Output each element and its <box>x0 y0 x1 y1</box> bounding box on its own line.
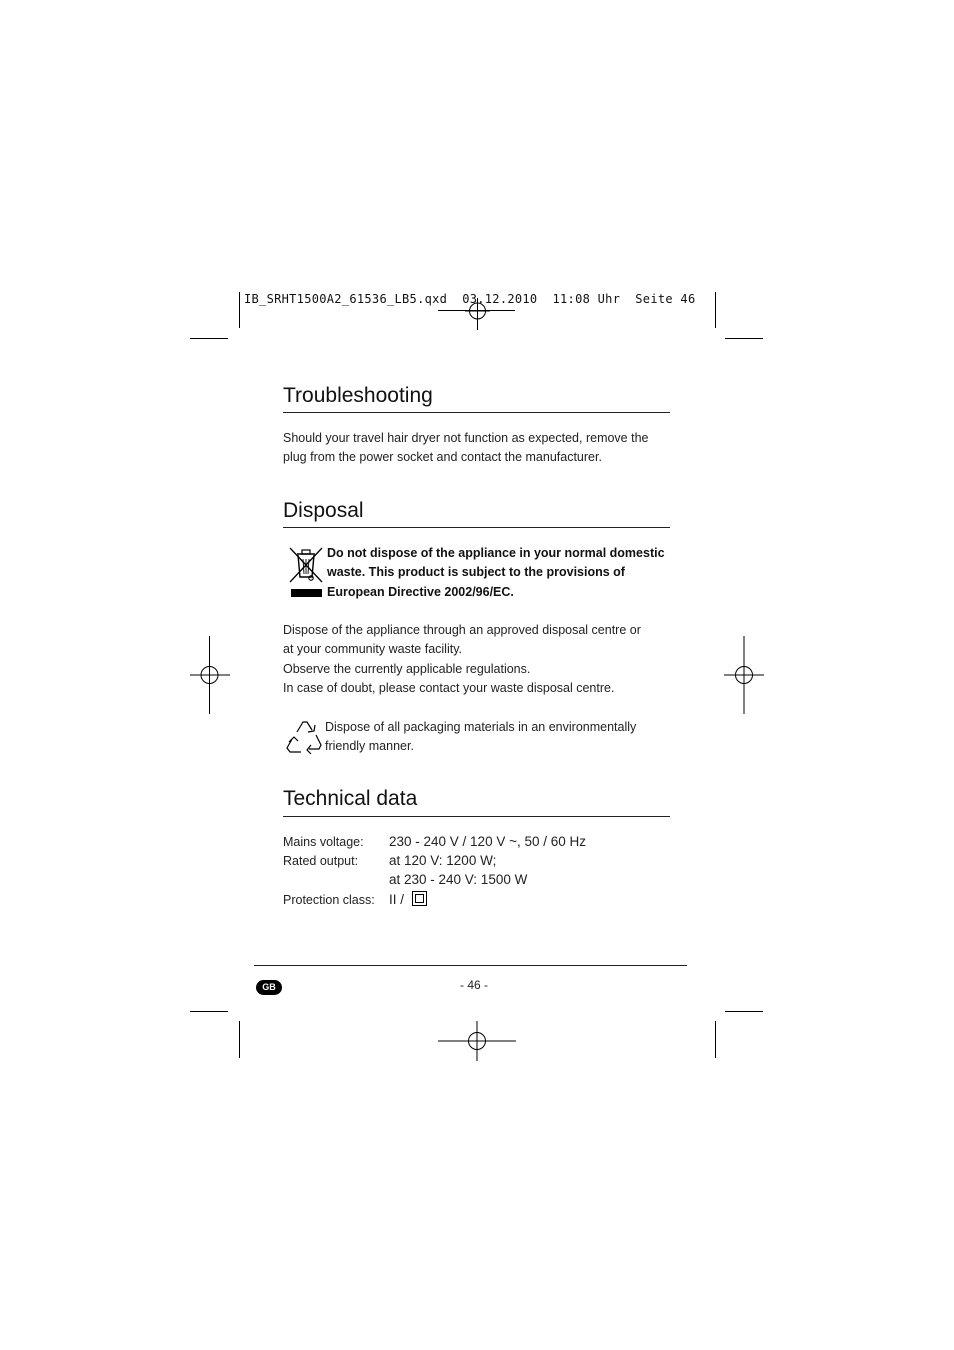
text-line: In case of doubt, please contact your waste disposal centre. <box>283 680 615 695</box>
text-line: Observe the currently applicable regulations. <box>283 661 531 676</box>
spec-value: II / <box>389 892 405 907</box>
registration-mark-right-icon <box>724 636 764 714</box>
footer-rule <box>254 965 687 966</box>
page-number: - 46 - <box>460 978 489 992</box>
text-line: waste. This product is subject to the provisions of <box>327 565 625 580</box>
country-badge: GB <box>256 980 282 995</box>
heading-rule <box>283 412 670 413</box>
registration-mark-left-icon <box>190 636 230 714</box>
registration-mark-top-icon <box>465 298 490 330</box>
disposal-heading: Disposal <box>283 499 364 522</box>
weee-warning-text <box>327 544 665 602</box>
double-insulation-square-icon <box>412 891 427 906</box>
spec-value: at 120 V: 1200 W; <box>389 853 497 868</box>
troubleshooting-text <box>283 429 648 468</box>
recycling-symbol-icon <box>284 718 324 756</box>
text-line: at your community waste facility. <box>283 642 462 657</box>
crossed-out-wheelie-bin-icon <box>287 545 325 601</box>
disposal-text <box>283 621 641 698</box>
heading-rule <box>283 527 670 528</box>
registration-mark-bottom-icon <box>438 1021 516 1061</box>
spec-value: 230 - 240 V / 120 V ~, 50 / 60 Hz <box>389 834 587 849</box>
text-line: European Directive 2002/96/EC. <box>327 584 514 599</box>
text-line: Dispose of the appliance through an approved disposal centre or <box>283 623 641 637</box>
technical-data-heading: Technical data <box>283 787 418 810</box>
packaging-text <box>325 718 636 757</box>
spec-label: Mains voltage: <box>283 835 364 849</box>
spec-label: Protection class: <box>283 893 375 907</box>
text-line: plug from the power socket and contact the manufacturer. <box>283 450 602 465</box>
spec-label: Rated output: <box>283 854 359 868</box>
troubleshooting-heading: Troubleshooting <box>283 384 433 407</box>
text-line: Dispose of all packaging materials in an environmentally <box>325 720 637 734</box>
print-slug-line: IB_SRHT1500A2_61536_LB5.qxd 03.12.2010 11:08 Uhr Seite 46 <box>244 292 696 306</box>
text-line: friendly manner. <box>325 739 414 754</box>
heading-rule <box>283 816 670 817</box>
text-line: Should your travel hair dryer not function as expected, remove the <box>283 431 649 445</box>
text-line: Do not dispose of the appliance in your normal domestic <box>327 546 665 560</box>
spec-value: at 230 - 240 V: 1500 W <box>389 872 528 887</box>
